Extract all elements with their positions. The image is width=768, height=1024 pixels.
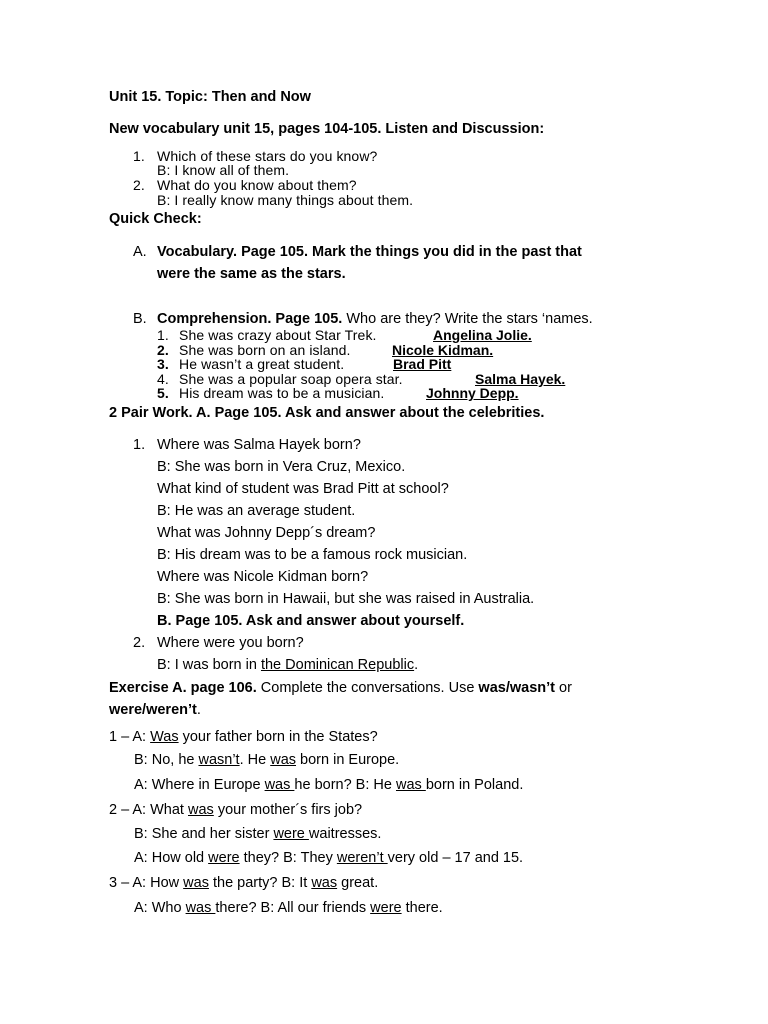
conversation-1-line-1 [109,729,378,745]
answer-fill: was [270,752,297,768]
discussion-answer-2: B: I really know many things about them. [157,192,414,208]
comprehension-heading-rest: Who are they? Write the stars ‘names. [342,311,593,327]
text-segment: 1 – A: [109,729,151,745]
answer-fill: were [273,826,309,842]
text-segment: born in Poland. [425,777,524,793]
text-segment: the party? B: It [208,875,312,891]
comprehension-item-2: She was born on an island. [179,342,351,358]
vocab-item-line-2: were the same as the stars. [157,266,346,282]
answer-suffix: . [414,657,419,673]
answer-fill: Was [150,729,179,745]
discussion-num-2: 2. [133,177,145,193]
vocab-heading: New vocabulary unit 15, pages 104-105. Listen and Discussion: [109,121,545,137]
pair-work-line-2: B: She was born in Vera Cruz, Mexico. [157,459,406,475]
text-segment: they? B: They [239,850,337,866]
comprehension-answer-1: Angelina Jolie. [433,327,532,343]
text-segment: . He [239,752,271,768]
text-segment: there. [401,900,443,916]
conversation-3-line-1 [109,875,378,891]
pair-work-line-6: B: His dream was to be a famous rock musician. [157,547,468,563]
pair-work-line-7: Where was Nicole Kidman born? [157,569,369,585]
pair-work-num-1: 1. [133,437,146,453]
comprehension-item-1: She was crazy about Star Trek. [179,327,377,343]
text-segment: B: No, he [134,752,199,768]
comprehension-item-4: She was a popular soap opera star. [179,371,403,387]
comprehension-num-4: 4. [157,371,169,387]
answer-fill: was [188,802,214,818]
comprehension-answer-5: Johnny Depp. [426,385,519,401]
text-segment: 3 – A: How [109,875,184,891]
text-segment: waitresses. [308,826,382,842]
answer-fill: was [185,900,216,916]
exercise-option-2: were/weren’t [109,702,197,718]
conversation-1-line-2 [134,752,399,768]
conversation-2-line-3 [134,850,523,866]
exercise-label: Exercise A. page 106. [109,680,257,696]
conversation-3-line-2 [134,900,443,916]
text-segment: great. [337,875,379,891]
comprehension-num-5: 5. [157,385,169,401]
text-segment: 2 – A: What [109,802,188,818]
answer-fill: wasn’t [198,752,240,768]
vocab-item-letter: A. [133,244,147,260]
conversation-2-line-1 [109,802,362,818]
pair-work-question-2: Where were you born? [157,635,304,651]
discussion-question-2: What do you know about them? [157,177,357,193]
pair-work-b-heading: B. Page 105. Ask and answer about yourself. [157,613,465,629]
answer-fill: was [264,777,295,793]
text-segment: B: She and her sister [134,826,274,842]
text-segment: there? B: All our friends [215,900,371,916]
conversation-2-line-2 [134,826,381,842]
comprehension-heading [157,311,593,327]
answer-fill: was [311,875,338,891]
text-segment: your mother´s firs job? [213,802,363,818]
comprehension-item-5: His dream was to be a musician. [179,385,385,401]
pair-work-num-2: 2. [133,635,146,651]
answer-fill: weren’t [336,850,388,866]
unit-title: Unit 15. Topic: Then and Now [109,89,311,105]
quick-check-heading: Quick Check: [109,211,202,227]
answer-fill: was [395,777,426,793]
text-segment: A: How old [134,850,209,866]
text-segment: A: Who [134,900,186,916]
pair-work-line-3: What kind of student was Brad Pitt at school? [157,481,449,497]
pair-work-line-5: What was Johnny Depp´s dream? [157,525,376,541]
discussion-num-1: 1. [133,148,145,164]
pair-work-heading: 2 Pair Work. A. Page 105. Ask and answer about the celebrities. [109,405,545,421]
exercise-heading-line-2 [109,702,201,718]
answer-fill: were [208,850,240,866]
conversation-1-line-3 [134,777,523,793]
discussion-question-1: Which of these stars do you know? [157,148,378,164]
text-segment: A: Where in Europe [134,777,265,793]
text-segment: born in Europe. [296,752,400,768]
comprehension-answer-3: Brad Pitt [393,356,452,372]
comprehension-heading-bold: Comprehension. Page 105. [157,311,343,327]
comprehension-num-3: 3. [157,356,169,372]
answer-fill: was [183,875,209,891]
text-segment: he born? B: He [294,777,396,793]
answer-fill: were [370,900,402,916]
answer-prefix: B: I was born in [157,657,261,673]
text-segment: your father born in the States? [178,729,378,745]
vocab-item-line-1: Vocabulary. Page 105. Mark the things you did in the past that [157,244,582,260]
comprehension-num-1: 1. [157,327,169,343]
pair-work-line-1: Where was Salma Hayek born? [157,437,361,453]
pair-work-line-4: B: He was an average student. [157,503,356,519]
comprehension-answer-2: Nicole Kidman. [392,342,494,358]
discussion-answer-1: B: I know all of them. [157,162,290,178]
exercise-option-1: was/wasn’t [478,680,555,696]
comprehension-answer-4: Salma Hayek. [475,371,566,387]
pair-work-answer-2 [157,657,418,673]
comprehension-letter: B. [133,311,147,327]
answer-fill: the Dominican Republic [260,657,415,673]
exercise-or: or [554,680,572,696]
pair-work-line-8: B: She was born in Hawaii, but she was raised in Australia. [157,591,535,607]
exercise-heading-line-1 [109,680,572,696]
exercise-period: . [196,702,201,718]
comprehension-item-3: He wasn’t a great student. [179,356,345,372]
comprehension-num-2: 2. [157,342,169,358]
text-segment: very old – 17 and 15. [387,850,524,866]
exercise-instruction: Complete the conversations. Use [256,680,479,696]
